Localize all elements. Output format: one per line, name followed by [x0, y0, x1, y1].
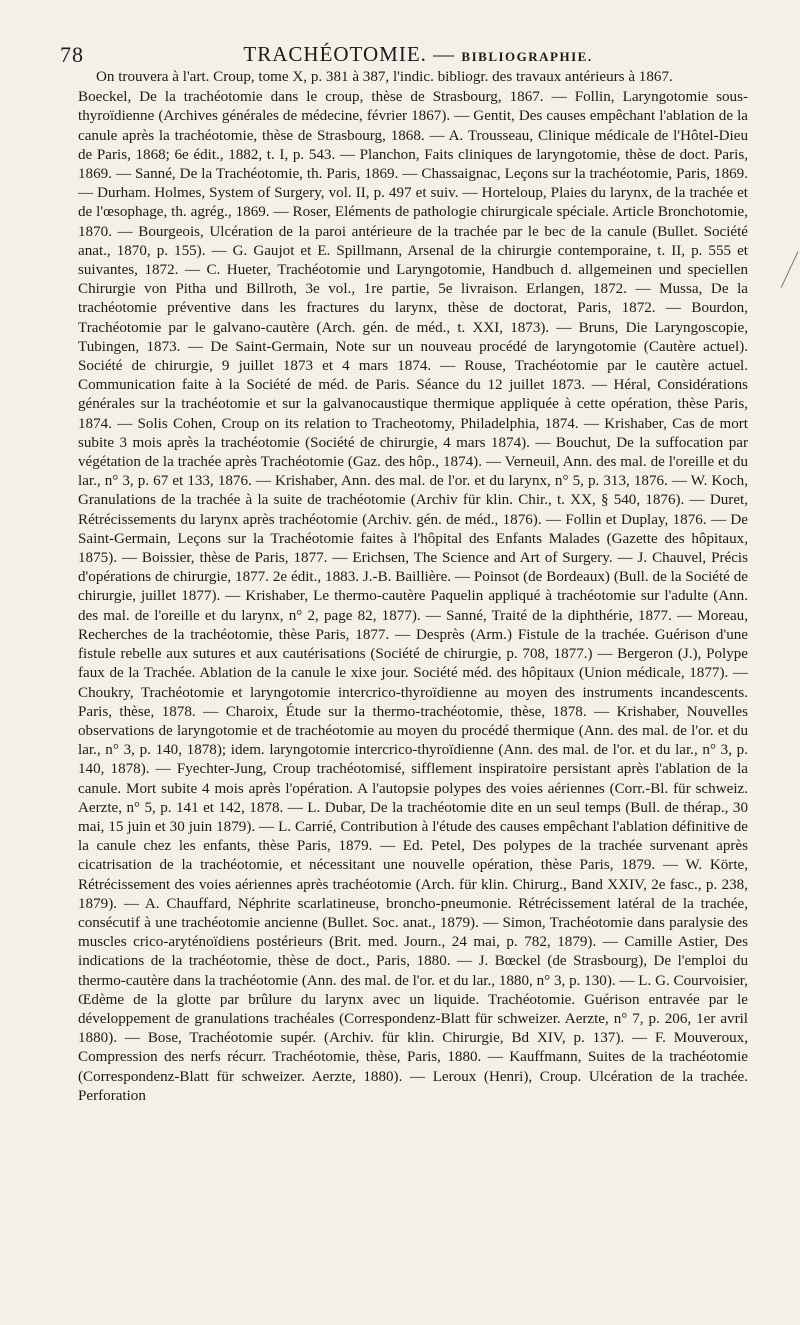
- running-head-subtitle: BIBLIOGRAPHIE.: [461, 49, 593, 64]
- running-head: [78, 34, 748, 67]
- page-body: [78, 68, 748, 1106]
- page-number: 78: [60, 42, 84, 67]
- margin-pencil-mark: [781, 251, 800, 289]
- running-head-title: TRACHÉOTOMIE.: [243, 42, 427, 66]
- page-header: [60, 34, 748, 67]
- intro-paragraph: On trouvera à l'art. Croup, tome X, p. 381 à 387, l'indic. bibliogr. des travaux antérieurs à 1867.: [96, 69, 673, 85]
- bibliography-paragraph: Boeckel, De la trachéotomie dans le croup, thèse de Strasbourg, 1867. — Follin, Laryngotomie sous-thyroïdienne (Archives générales de médecine, février 1867). — Gentit, Des causes empêchant l'ablation de la canule après la trachéotomie, thèse de Strasbourg, 1868. — A. Trousseau, Clinique médicale de l'Hôtel-Dieu de Paris, 1868; 6e édit., 1882, t. I, p. 543. — Planchon, Faits cliniques de laryngotomie, thèse de doct. Paris, 1869. — Sanné, De la Trachéotomie, th. Paris, 1869. — Chassaignac, Leçons sur la trachéotomie, Paris, 1869. — Durham. Holmes, System of Surgery, vol. II, p. 497 et suiv. — Horteloup, Plaies du larynx, de la trachée et de l'œsophage, th. agrég., 1869. — Roser, Eléments de pathologie chirurgicale spéciale. Article Bronchotomie, 1870. — Bourgeois, Ulcération de la paroi antérieure de la trachée par le bec de la canule (Bullet. Société anat., 1870, p. 155). — G. Gaujot et E. Spillmann, Arsenal de la chirurgie contemporaine, t. II, p. 555 et suivantes, 1872. — C. Hueter, Trachéotomie und Laryngotomie, Handbuch d. allgemeinen und speciellen Chirurgie von Pitha und Billroth, 3e vol., 1re partie, 5e livraison. Erlangen, 1872. — Mussa, De la trachéotomie préventive dans les fractures du larynx, thèse de doctorat, Paris, 1872. — Bourdon, Trachéotomie par le galvano-cautère (Arch. gén. de méd., t. XXI, 1873). — Bruns, Die Laryngoscopie, Tubingen, 1873. — De Saint-Germain, Note sur un nouveau procédé de laryngotomie (Cautère actuel). Société de chirurgie, 9 juillet 1873 et 4 mars 1874. — Rouse, Trachéotomie par le cautère actuel. Communication faite à la Société de méd. de Paris. Séance du 12 juillet 1873. — Héral, Considérations générales sur la trachéotomie et sur la galvanocaustique thermique appliquée à cette opération, thèse Paris, 1874. — Solis Cohen, Croup on its relation to Tracheotomy, Philadelphia, 1874. — Krishaber, Cas de mort subite 3 mois après la trachéotomie (Société de chirurgie, 4 mars 1874). — Bouchut, De la suffocation par végétation de la trachée après Trachéotomie (Gaz. des hôp., 1874). — Verneuil, Ann. des mal. de l'oreille et du lar., n° 3, p. 67 et 133, 1876. — Krishaber, Ann. des mal. de l'or. et du larynx, n° 5, p. 313, 1876. — W. Koch, Granulations de la trachée à la suite de trachéotomie (Archiv für klin. Chir., t. XX, § 540, 1876). — Duret, Rétrécissements du larynx après trachéotomie (Archiv. gén. de méd., 1876). — Follin et Duplay, 1876. — De Saint-Germain, Leçons sur la Trachéotomie faites à l'hôpital des Enfants Malades (Gazette des hôpitaux, 1875). — Boissier, thèse de Paris, 1877. — Erichsen, The Science and Art of Surgery. — J. Chauvel, Précis d'opérations de chirurgie, 1877. 2e édit., 1883. J.-B. Baillière. — Poinsot (de Bordeaux) (Bull. de la Société de chirurgie, juillet 1877). — Krishaber, Le thermo-cautère Paquelin appliqué à trachéotomie sur l'adulte (Ann. des mal. de l'oreille et du larynx, n° 2, page 82, 1877). — Sanné, Traité de la diphthérie, 1877. — Moreau, Recherches de la trachéotomie, thèse Paris, 1877. — Desprès (Arm.) Fistule de la trachée. Guérison d'une fistule rebelle aux sutures et aux cautérisations (Société de chirurgie, p. 708, 1877.) — Bergeron (J.), Polype faux de la Trachée. Ablation de la canule le xixe jour. Société méd. des hôpitaux (Union médicale, 1877). — Choukry, Trachéotomie et laryngotomie intercrico-thyroïdienne au moyen des instruments incandescents. Paris, thèse, 1878. — Charoix, Étude sur la thermo-trachéotomie, thèse, 1878. — Krishaber, Nouvelles observations de laryngotomie et de trachéotomie au moyen du procédé thermique (Ann. des mal. de l'or. et du lar., n° 3, p. 140, 1878); idem. laryngotomie intercrico-thyroïdienne (Ann. des mal. de l'or. et du lar., n° 3, p. 140, 1878). — Fyechter-Jung, Croup trachéotomisé, sifflement inspiratoire persistant après l'ablation de la canule. Mort subite 4 mois après l'opération. A l'autopsie polypes des voies aériennes (Corr.-Bl. für schweiz. Aerzte, n° 5, p. 141 et 142, 1878. — L. Dubar, De la trachéotomie dite en un seul temps (Bull. de thérap., 30 mai, 15 juin et 30 juin 1879). — L. Carrié, Contribution à l'étude des causes empêchant l'ablation définitive de la canule chez les enfants, thèse Paris, 1879. — Ed. Petel, Des polypes de la trachée survenant après cicatrisation de la trachéotomie, et nécessitant une nouvelle opération, thèse Paris, 1879. — W. Körte, Rétrécissement des voies aériennes après trachéotomie (Arch. für klin. Chirurg., Band XXIV, 2e fasc., p. 238, 1879). — A. Chauffard, Néphrite scarlatineuse, broncho-pneumonie. Rétrécissement latéral de la trachée, consécutif à une trachéotomie ancienne (Bullet. Soc. anat., 1879). — Simon, Trachéotomie dans paralysie des muscles crico-aryténoïdiens postérieurs (Brit. med. Journ., 24 mai, p. 782, 1879). — Camille Astier, Des indications de la trachéotomie, thèse de doct., Paris, 1880. — J. Bœckel (de Strasbourg), De l'emploi du thermo-cautère dans la trachéotomie (Ann. des mal. de l'or. et du lar., 1880, n° 3, p. 130). — L. G. Courvoisier, Œdème de la glotte par brûlure du larynx avec un liquide. Trachéotomie. Guérison entravée par le développement de granulations trachéales (Correspondenz-Blatt für schweizer. Aerzte, n° 7, p. 206, 1er avril 1880). — Bose, Trachéotomie supér. (Archiv. für klin. Chirurgie, Bd XIV, p. 137). — F. Mouveroux, Compression des nerfs récurr. Trachéotomie, thèse, Paris, 1880. — Kauffmann, Suites de la trachéotomie (Correspondenz-Blatt für schweizer. Aerzte, 1880). — Leroux (Henri), Croup. Ulcération de la trachée. Perforation: [78, 89, 748, 1104]
- running-head-dash: —: [426, 42, 462, 66]
